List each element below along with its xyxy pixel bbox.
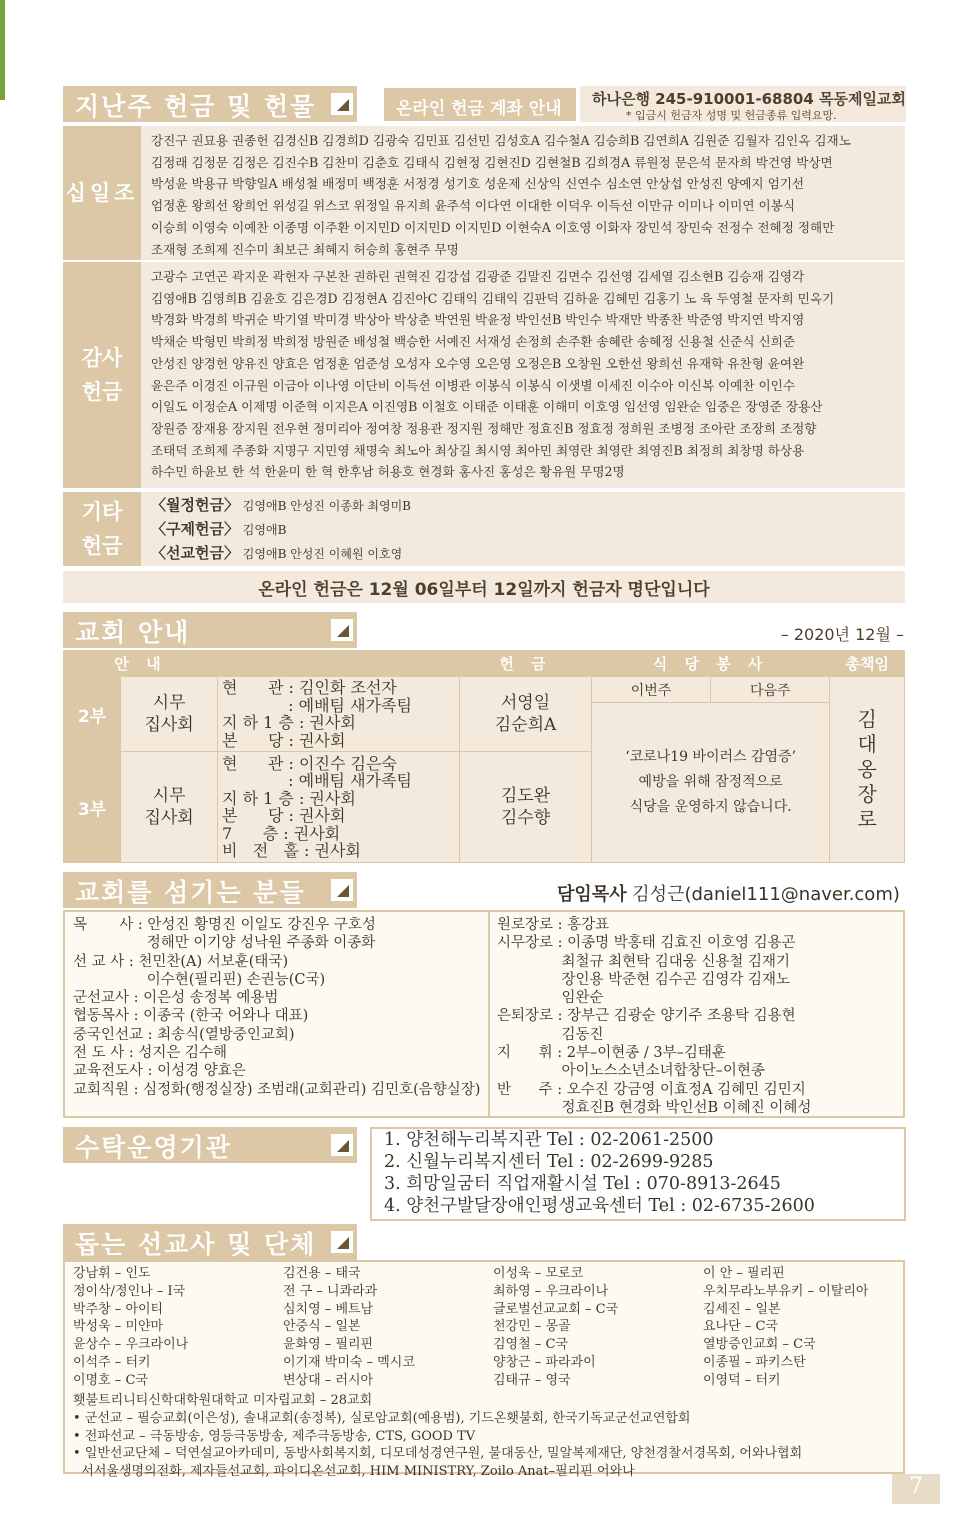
missionary-entry: 이석주 – 터키: [73, 1354, 151, 1370]
corner-flag-icon: [331, 619, 353, 641]
thanks-offering-row: [63, 262, 905, 488]
missionary-entry: 강남휘 – 인도: [73, 1266, 151, 1281]
online-offering-note: 온라인 헌금은 12월 06일부터 12일까지 헌금자 명단입니다: [63, 571, 905, 603]
part-2-items: 현 관 : 김인화 조선자 : 예배팀 새가족팀 지 하 1 층 : 권사회 본 당 : 권사회: [218, 677, 460, 752]
header-offering: 헌 금: [460, 651, 592, 677]
institution-item: 4. 양천구발달장애인평생교육센터 Tel : 02-6735-2600: [384, 1196, 815, 1216]
corner-flag-icon: [331, 1134, 353, 1156]
institution-item: 2. 신월누리복지센터 Tel : 02-2699-9285: [384, 1152, 714, 1172]
meal-this-week: 이번주: [591, 677, 710, 703]
missionary-entry: 변상대 – 러시아: [283, 1372, 374, 1388]
part-2-role: 시무 집사회: [121, 677, 218, 752]
institution-item: 1. 양천해누리복지관 Tel : 02-2061-2500: [384, 1130, 714, 1150]
servants-box: [63, 910, 905, 1118]
mission-line: 서서울생명의전화, 제자들선교회, 파이디온선교회, HIM MINISTRY, Zoilo Anat–필리핀 어와나: [73, 1464, 635, 1480]
other-offering-list: [151, 494, 899, 566]
name-line: 박성윤 박용규 박향일A 배성철 배정미 백정훈 서정경 성기호 성운제 신상익 신연수 심소연 안상섭 안성진 양예지 엄기선: [151, 176, 805, 192]
missionary-entry: 양창근 – 파라과이: [493, 1354, 596, 1370]
missionary-entry: 이종필 – 파키스탄: [703, 1354, 806, 1370]
missionary-entry: 전 구 – 니콰라과: [283, 1283, 378, 1299]
part-2-offering: 서영일 김순희A: [460, 677, 592, 752]
chief-elder: 김 대 옹 장 로: [830, 677, 905, 863]
offering-section-header: [63, 86, 357, 122]
name-line: 이승희 이영숙 이예찬 이종명 이주환 이지민D 이지민D 이지민D 이현숙A 이호영 이화자 장민석 장민숙 전정수 전혜정 정해만: [151, 219, 835, 235]
missions-section-header: [63, 1224, 357, 1260]
other-label: 기타 헌금: [63, 492, 141, 566]
name-line: 윤은주 이경진 이규원 이금아 이나영 이단비 이득선 이병관 이봉식 이봉식 이샛별 이세진 이수아 이신복 이예찬 이인수: [151, 377, 795, 393]
missionary-entry: 박주창 – 아이티: [73, 1301, 164, 1317]
missionary-entry: 윤상수 – 우크라이나: [73, 1337, 189, 1353]
name-line: 강진구 권묘용 권종헌 김경신B 김경희D 김광숙 김민표 김선민 김성호A 김수철A 김승희B 김연희A 김원준 김월자 김인옥 김재노: [151, 133, 851, 148]
missionary-entry: 박성욱 – 미얀마: [73, 1319, 164, 1335]
side-accent-bar: [0, 0, 5, 100]
missionary-entry: 우치무라노부유키 – 이탈리아: [703, 1283, 869, 1299]
part-3-role: 시무 집사회: [121, 752, 218, 863]
missionary-entry: 윤화영 – 필리핀: [283, 1337, 374, 1353]
thanks-label: 감사 헌금: [63, 262, 141, 488]
thanks-names: [151, 266, 899, 483]
other-offering-item: 〈선교헌금〉 김영애B 안성진 이혜원 이호영: [151, 544, 403, 562]
missionary-entry: 김건용 – 태국: [283, 1266, 361, 1281]
missionary-entry: 정이삭/정인나 – I국: [73, 1283, 186, 1299]
servants-section-title: 교회를 섬기는 분들: [75, 878, 306, 907]
name-line: 박채순 박형민 박희정 박희정 방원준 배성철 백승한 서예진 서재성 손정희 손주환 송혜란 송혜정 신용철 신준식 신희준: [151, 334, 795, 350]
part-3-offering: 김도완 김수향: [460, 752, 592, 863]
missionary-entry: 안중식 – 일본: [283, 1319, 361, 1335]
missionary-entry: 이명호 – C국: [73, 1372, 148, 1388]
church-guide-table: [63, 650, 905, 863]
servants-section-header: [63, 872, 357, 908]
missionary-entry: 이 안 – 필리핀: [703, 1266, 785, 1281]
mission-organizations: [73, 1392, 899, 1481]
institutions-box: [370, 1127, 906, 1221]
institutions-section-title: 수탁운영기관: [75, 1133, 232, 1162]
missionary-entry: 글로벌선교교회 – C국: [493, 1301, 619, 1317]
corner-flag-icon: [331, 1231, 353, 1253]
missionary-entry: 심치영 – 베트남: [283, 1301, 374, 1317]
name-line: 안성진 양경헌 양유진 양효은 엄정훈 엄준성 오성자 오수영 오은영 오정은B 오창원 오한선 왕희선 유재학 유찬형 윤여완: [151, 355, 805, 371]
corner-flag-icon: [331, 93, 353, 115]
account-note: * 입금시 헌금자 성명 및 헌금종류 입력요망.: [626, 109, 837, 122]
mission-line: 횃불트리니티신학대학원대학교 미자립교회 – 28교회: [73, 1393, 373, 1408]
meal-next-week: 다음주: [711, 677, 830, 703]
part-3: 3부: [64, 752, 121, 863]
institution-list: [384, 1129, 815, 1217]
header-info: 안 내: [64, 651, 218, 677]
tithe-row: [63, 126, 905, 260]
other-offering-item: 〈월정헌금〉 김영애B 안성진 이종화 최영미B: [151, 496, 411, 514]
column-divider: [488, 912, 490, 1116]
name-line: 장원증 장재용 장지원 전우현 정미리아 정여창 정용관 정지원 정해만 정효진B 정효정 정희원 조병정 조아란 조장희 조정향: [151, 420, 817, 436]
tithe-label: 십일조: [63, 126, 141, 260]
senior-pastor: [557, 880, 900, 906]
institutions-section-header: [63, 1127, 357, 1163]
missionary-grid: [73, 1265, 903, 1390]
mission-line: • 전파선교 – 극동방송, 영등극동방송, 제주극동방송, CTS, GOOD TV: [73, 1428, 476, 1444]
other-offering-item: 〈구제헌금〉 김영애B: [151, 520, 287, 538]
other-offering-row: [63, 492, 905, 566]
part-2: 2부: [64, 677, 121, 752]
tithe-names: [151, 130, 899, 260]
servants-left-column: 목 사 : 안성진 황명진 이일도 강진우 구호성 정해만 이기양 성낙원 주종화 이종화 선 교 사 : 천민찬(A) 서보훈(태국) 이수현(필리핀) 손권능(C국) 군선교사 : 이은성 송정복 예용범 협동목사 : 이종국 (한국 어와나 대표) 중국인선교 : 최송식(열방중인교회) 전 도 사 : 성지은 김수해 교육전도사 : 이성경 양효은 교회직원 : 심정화(행정실장) 조범래(교회관리) 김민호(음향실장): [73, 917, 481, 1098]
bank-account: 하나은행 245-910001-68804 목동제일교회: [592, 90, 906, 108]
name-line: 김정래 김정문 김정은 김진수B 김찬미 김춘호 김태식 김현정 김현진D 김현철B 김희경A 류원정 문은석 문자희 박건영 박상면: [151, 154, 833, 170]
name-line: 이일도 이정순A 이제명 이준혁 이지은A 이진영B 이철호 이태준 이태훈 이해미 이호영 임선영 임완순 임중은 장영준 장용산: [151, 399, 823, 415]
name-line: 하수민 하윤보 한 석 한윤미 한 혁 한후남 허용호 현경화 홍사진 홍성은 황유원 무명2명: [151, 464, 625, 480]
institution-item: 3. 희망일굼터 직업재활시설 Tel : 070-8913-2645: [384, 1174, 781, 1194]
guide-section-header: [63, 612, 357, 648]
corner-flag-icon: [331, 879, 353, 901]
senior-pastor-label: 담임목사: [557, 884, 627, 905]
name-line: 조재형 조희제 진수미 최보근 최혜지 허승희 홍현주 무명: [151, 241, 459, 257]
missionary-entry: 김태규 – 영국: [493, 1372, 571, 1388]
guide-date: – 2020년 12월 –: [780, 625, 904, 644]
meal-notice: ‘코로나19 바이러스 감염증’ 예방을 위해 잠정적으로 식당을 운영하지 않습니다.: [591, 703, 830, 863]
account-info-box: [580, 86, 906, 122]
missions-box: [63, 1260, 905, 1480]
header-meal: 식 당 봉 사: [591, 651, 830, 677]
part-3-items: 현 관 : 이진수 김은숙 : 예배팀 새가족팀 지 하 1 층 : 권사회 본 당 : 권사회 7 층 : 권사회 비 전 홀 : 권사회: [218, 752, 460, 863]
missionary-entry: 최하영 – 우크라이나: [493, 1283, 609, 1299]
mission-line: • 군선교 – 필승교회(이은성), 솔내교회(송정복), 실로암교회(예용범), 기드온횃불회, 한국기독교군선교연합회: [73, 1410, 691, 1426]
name-line: 엄정훈 왕희선 왕희언 위성길 위스코 위정일 유지희 윤주석 이다연 이대한 이덕우 이득선 이만규 이미나 이미연 이봉식: [151, 198, 795, 214]
missionary-entry: 요나단 – C국: [703, 1319, 778, 1335]
senior-pastor-value: 김성근(daniel111@naver.com): [632, 884, 900, 905]
page-number: 7: [892, 1474, 940, 1504]
servants-right-column: 원로장로 : 홍강표 시무장로 : 이종명 박홍태 김효진 이호영 김용곤 최철규 최현탁 김대웅 신용철 김재기 장인용 박준현 김수곤 김영각 김재노 임완순 은퇴장로 : 장부근 김광순 양기주 조용탁 김용현 김동진 지 휘 : 2부–이현종 / 3부–김태훈 아이노스소년소녀합창단–이현종 반 주 : 오수진 강금영 이효정A 김혜민 김민지 정효진B 현경화 박인선B 이혜진 이혜성: [497, 917, 812, 1116]
missions-section-title: 돕는 선교사 및 단체: [75, 1230, 317, 1259]
name-line: 박경화 박경희 박귀순 박기열 박미경 박상아 박상춘 박연원 박윤정 박인선B 박인수 박재만 박종찬 박준영 박지연 박지영: [151, 312, 805, 328]
missionary-entry: 이영덕 – 터키: [703, 1372, 781, 1388]
header-chief: 총책임: [830, 651, 905, 677]
name-line: 조태덕 조희제 주종화 지명구 지민영 채명숙 최노아 최상길 최시영 최아민 최영란 최영란 최영진B 최정희 최창명 하상용: [151, 442, 805, 458]
missionary-entry: 김영철 – C국: [493, 1337, 568, 1353]
missionary-entry: 이기재 박미숙 – 멕시코: [283, 1354, 415, 1370]
missionary-entry: 김세진 – 일본: [703, 1301, 781, 1317]
missionary-entry: 천강민 – 몽골: [493, 1319, 571, 1335]
mission-line: • 일반선교단체 – 덕연설교아카데미, 동방사회복지회, 디모데성경연구원, 불대동산, 밀알복제재단, 양천경찰서경목회, 어와나협회: [73, 1446, 803, 1462]
guide-section-title: 교회 안내: [75, 618, 191, 647]
online-account-tab: 온라인 헌금 계좌 안내: [384, 88, 576, 121]
offering-section-title: 지난주 헌금 및 헌물: [75, 92, 317, 121]
name-line: 김영애B 김영희B 김윤호 김은경D 김정현A 김진아C 김태익 김태익 김판덕 김하윤 김혜민 김홍기 노 육 두영철 문자희 민옥기: [151, 290, 835, 306]
name-line: 고광수 고연곤 곽지운 곽헌자 구본찬 권하린 권혁진 김강섭 김광준 김말진 김면수 김선영 김세열 김소현B 김승재 김영각: [151, 269, 805, 284]
missionary-entry: 열방증인교회 – C국: [703, 1337, 816, 1353]
missionary-entry: 이성욱 – 모로코: [493, 1266, 584, 1281]
